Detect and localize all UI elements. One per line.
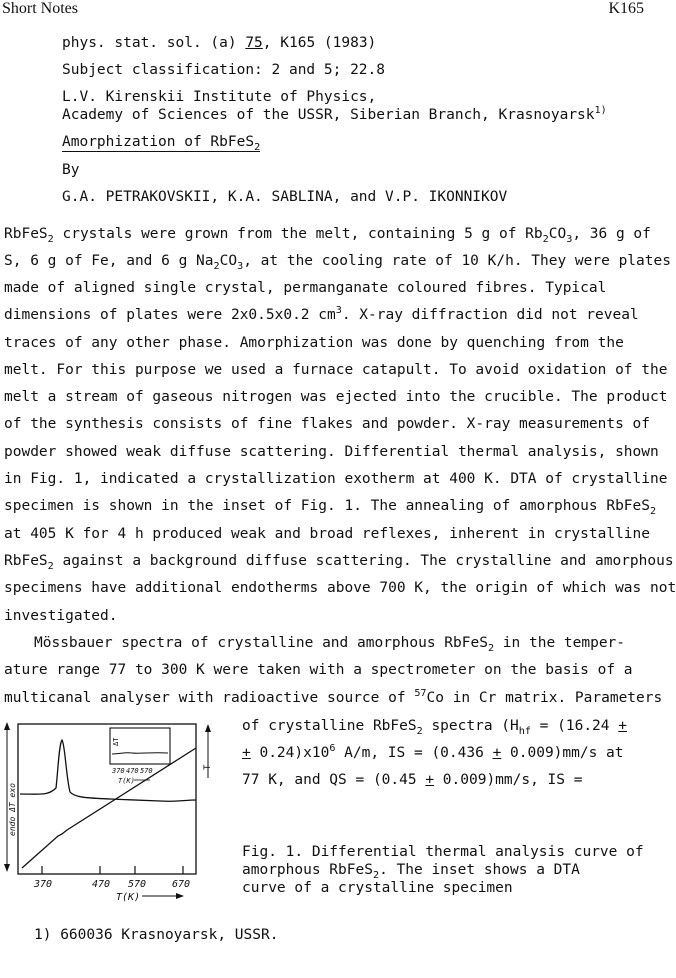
text-line: S, 6 g of Fe, and 6 g $Na_2CO_3$, at the cooling rate of 10 K/h. They were plates [4,253,671,272]
citation: phys. stat. sol. (a) 75, K165 (1983) [62,35,377,51]
text-line: powder showed weak diffuse scattering. Differential thermal analysis, shown [4,444,659,460]
text-line: of crystalline RbFeS$_2$ spectra ($H_{hf} = (16.24$ + [242,718,627,737]
x-axis-label: T(K) [116,892,141,903]
article-title: Amorphization of RbFeS$_2$ [62,134,261,153]
text-line: ature range 77 to 300 K were taken with a spectrometer on the basis of a [4,662,633,678]
figure-caption-line: amorphous RbFeS$_2$. The inset shows a DTA [242,862,580,881]
text-line: specimens have additional endotherms above 700 K, the origin of which was not [4,580,676,596]
by-line: By [62,162,80,178]
x-tick-label: 670 [172,879,191,890]
inset-y-label: ΔT [112,737,120,746]
figure-caption-line: Fig. 1. Differential thermal analysis curve of [242,844,644,860]
inset-axis-label: T(K) [118,777,135,785]
inset-tick-label: 570 [140,767,153,775]
text-line: of the synthesis consists of fine flakes and powder. X-ray measurements of [4,416,651,432]
subject-classification: Subject classification: 2 and 5; 22.8 [62,62,386,78]
text-line: 77 K, and QS = (0.45 + 0.009)mm/s, IS = [242,772,583,788]
footnote-marker: 1) [594,105,607,117]
institute-line-1: L.V. Kirenskii Institute of Physics, [62,89,377,105]
institute-line-2: Academy of Sciences of the USSR, Siberian Branch, Krasnoyarsk$^{1)}$ [62,105,607,123]
arrow-down-icon [4,864,10,872]
text-line: dimensions of plates were 2x0.5x0.2 $cm^3$. X-ray diffraction did not reveal [4,305,639,323]
page-number: K165 [608,0,644,17]
text-line: made of aligned single crystal, permanganate coloured fibres. Typical [4,280,607,296]
text-line: specimen is shown in the inset of Fig. 1. The annealing of amorphous RbFeS$_2$ [4,498,657,517]
figure-caption-line: curve of a crystalline specimen [242,880,513,896]
inset-tick-label: 470 [126,767,139,775]
x-tick-label: 470 [92,879,111,890]
temperature-line [22,748,196,868]
y-axis-label: endo ΔT exo [8,783,17,836]
text-line: Mössbauer spectra of crystalline and amorphous RbFeS$_2$ in the temper- [34,635,626,654]
text-line: traces of any other phase. Amorphization was done by quenching from the [4,335,624,351]
text-line: RbFeS$_2$ against a background diffuse scattering. The crystalline and amorphous [4,553,674,572]
text-line: melt a stream of gaseous nitrogen was ejected into the crucible. The product [4,389,668,405]
text-line: at 405 K for 4 h produced weak and broad reflexes, inherent in crystalline [4,526,651,542]
text-line: melt. For this purpose we used a furnace catapult. To avoid oxidation of the [4,362,668,378]
dta-figure [0,716,225,901]
running-header-left: Short Notes [2,0,78,17]
authors: G.A. PETRAKOVSKII, K.A. SABLINA, and V.P. IKONNIKOV [62,189,508,205]
text-line: + $0.24)x10^6$ A/m, IS = (0.436 + 0.009)mm/s at [242,743,624,761]
text-line: in Fig. 1, indicated a crystallization exotherm at 400 K. DTA of crystalline [4,471,668,487]
inset-curve [112,753,168,754]
text-line: multicanal analyser with radioactive source of $^{57}$Co in Cr matrix. Parameters [4,688,663,706]
footnote: 1) 660036 Krasnoyarsk, USSR. [34,927,279,943]
right-axis-label: T [203,764,213,770]
x-tick-label: 370 [34,879,53,890]
text-line: RbFeS$_2$ crystals were grown from the melt, containing 5 g of $Rb_2CO_3$, 36 g of [4,226,651,245]
arrow-up-icon [205,724,211,732]
x-tick-label: 570 [128,879,147,890]
arrow-up-icon [4,722,10,730]
text-line: investigated. [4,608,118,624]
arrow-right-icon [176,893,184,899]
inset-tick-label: 370 [112,767,125,775]
